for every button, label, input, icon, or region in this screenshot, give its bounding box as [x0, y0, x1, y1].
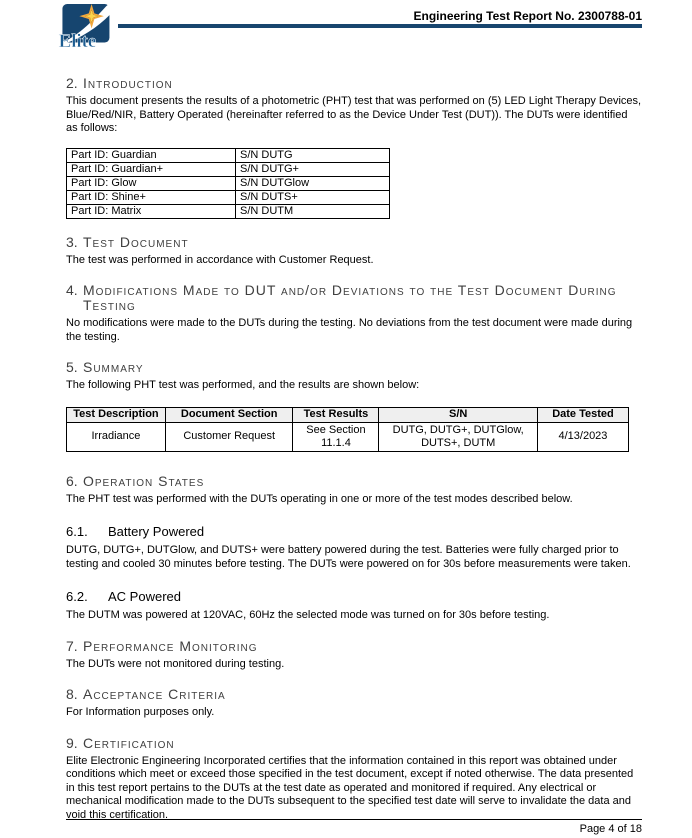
elite-logo — [56, 3, 114, 50]
header-divider — [118, 24, 642, 28]
section-number: 3. — [66, 233, 78, 250]
section-title: Introduction — [83, 75, 173, 91]
logo-wordmark: Elite — [58, 31, 97, 50]
section-title: Acceptance Criteria — [83, 686, 226, 702]
performance-monitoring-text: The DUTs were not monitored during testing. — [66, 657, 285, 670]
section-heading-modifications — [66, 283, 642, 313]
serial-cell: S/N DUTG+ — [236, 162, 390, 176]
subsection-heading-battery-powered — [66, 525, 642, 539]
section-number: 7. — [66, 637, 78, 654]
footer-divider — [66, 819, 642, 820]
report-number-title: Engineering Test Report No. 2300788-01 — [413, 9, 642, 23]
subsection-heading-ac-powered — [66, 590, 642, 604]
part-id-cell: Part ID: Glow — [67, 176, 236, 190]
col-header-test-description: Test Description — [67, 407, 166, 422]
table-row — [67, 162, 390, 176]
section-title: Performance Monitoring — [83, 637, 258, 654]
table-row — [67, 422, 629, 451]
section-title: Test Document — [83, 233, 189, 250]
subsection-number: 6.1. — [66, 524, 88, 539]
date-tested-cell: 4/13/2023 — [537, 422, 628, 451]
table-row — [67, 176, 390, 190]
table-row — [67, 148, 390, 162]
subsection-number: 6.2. — [66, 589, 88, 604]
section-heading-performance-monitoring — [66, 639, 642, 654]
introduction-text: This document presents the results of a photometric (PHT) test that was performed on (5) LED Light Therapy Devices, Blue/Red/NIR, Battery Operated (hereinafter referred to as the Device Under Test (DUT)). The DUTs were identified as follows: — [66, 95, 642, 134]
dut-identification-table — [66, 148, 390, 219]
test-document-text: The test was performed in accordance with Customer Request. — [66, 253, 374, 266]
serial-cell: S/N DUTG — [236, 148, 390, 162]
part-id-cell: Part ID: Guardian — [67, 148, 236, 162]
section-heading-summary — [66, 360, 642, 375]
section-number: 9. — [66, 734, 78, 751]
section-title: Operation States — [83, 472, 205, 489]
col-header-test-results: Test Results — [293, 407, 379, 422]
serial-cell: S/N DUTGlow — [236, 176, 390, 190]
test-results-cell: See Section 11.1.4 — [293, 422, 379, 451]
ac-powered-text: The DUTM was powered at 120VAC, 60Hz the selected mode was turned on for 30s before testing. — [66, 609, 550, 621]
section-title: Modifications Made to DUT and/or Deviations to the Test Document During Testing — [83, 282, 617, 313]
modifications-text: No modifications were made to the DUTs during the testing. No deviations from the test document were made during the testing. — [66, 317, 633, 343]
test-description-cell: Irradiance — [67, 422, 166, 451]
section-title: Certification — [83, 734, 175, 751]
part-id-cell: Part ID: Guardian+ — [67, 162, 236, 176]
certification-text: Elite Electronic Engineering Incorporated certifies that the information contained in this report was obtained under conditions which meet or exceed those specified in the test document, except if noted otherwise. The data presented in this test report pertains to the DUTs at the test date as operated and monitored if required. Any electrical or mechanical modification made to the DUTs subsequent to the specified test date will serve to invalidate the data and void this certification. — [66, 754, 634, 821]
section-heading-introduction — [66, 76, 642, 91]
operation-states-text: The PHT test was performed with the DUTs operating in one or more of the test modes described below. — [66, 492, 573, 505]
table-row — [67, 190, 390, 204]
section-number: 8. — [66, 686, 78, 702]
table-header-row — [67, 407, 629, 422]
section-number: 4. — [66, 282, 78, 298]
summary-text: The following PHT test was performed, and the results are shown below: — [66, 379, 420, 391]
section-heading-operation-states — [66, 474, 642, 489]
document-section-cell: Customer Request — [165, 422, 293, 451]
section-number: 6. — [66, 472, 78, 489]
part-id-cell: Part ID: Shine+ — [67, 190, 236, 204]
summary-results-table — [66, 407, 629, 452]
col-header-document-section: Document Section — [165, 407, 293, 422]
document-body — [66, 76, 642, 822]
subsection-title: Battery Powered — [108, 524, 205, 539]
acceptance-criteria-text: For Information purposes only. — [66, 706, 215, 718]
section-heading-acceptance-criteria — [66, 687, 642, 702]
part-id-cell: Part ID: Matrix — [67, 204, 236, 218]
serial-cell: S/N DUTM — [236, 204, 390, 218]
section-title: Summary — [83, 359, 144, 375]
section-number: 2. — [66, 75, 78, 91]
serial-cell: S/N DUTS+ — [236, 190, 390, 204]
section-number: 5. — [66, 359, 78, 375]
battery-powered-text: DUTG, DUTG+, DUTGlow, and DUTS+ were battery powered during the test. Batteries were fully charged prior to testing and cooled 30 minutes before testing. The DUTs were powered on for 30s before measurements were taken. — [66, 544, 631, 570]
sn-cell: DUTG, DUTG+, DUTGlow, DUTS+, DUTM — [379, 422, 537, 451]
col-header-date-tested: Date Tested — [537, 407, 628, 422]
page-number: Page 4 of 18 — [579, 823, 642, 835]
page-header — [0, 0, 692, 50]
table-row — [67, 204, 390, 218]
section-heading-test-document — [66, 235, 642, 250]
col-header-sn: S/N — [379, 407, 537, 422]
section-heading-certification — [66, 736, 642, 751]
subsection-title: AC Powered — [108, 589, 181, 604]
